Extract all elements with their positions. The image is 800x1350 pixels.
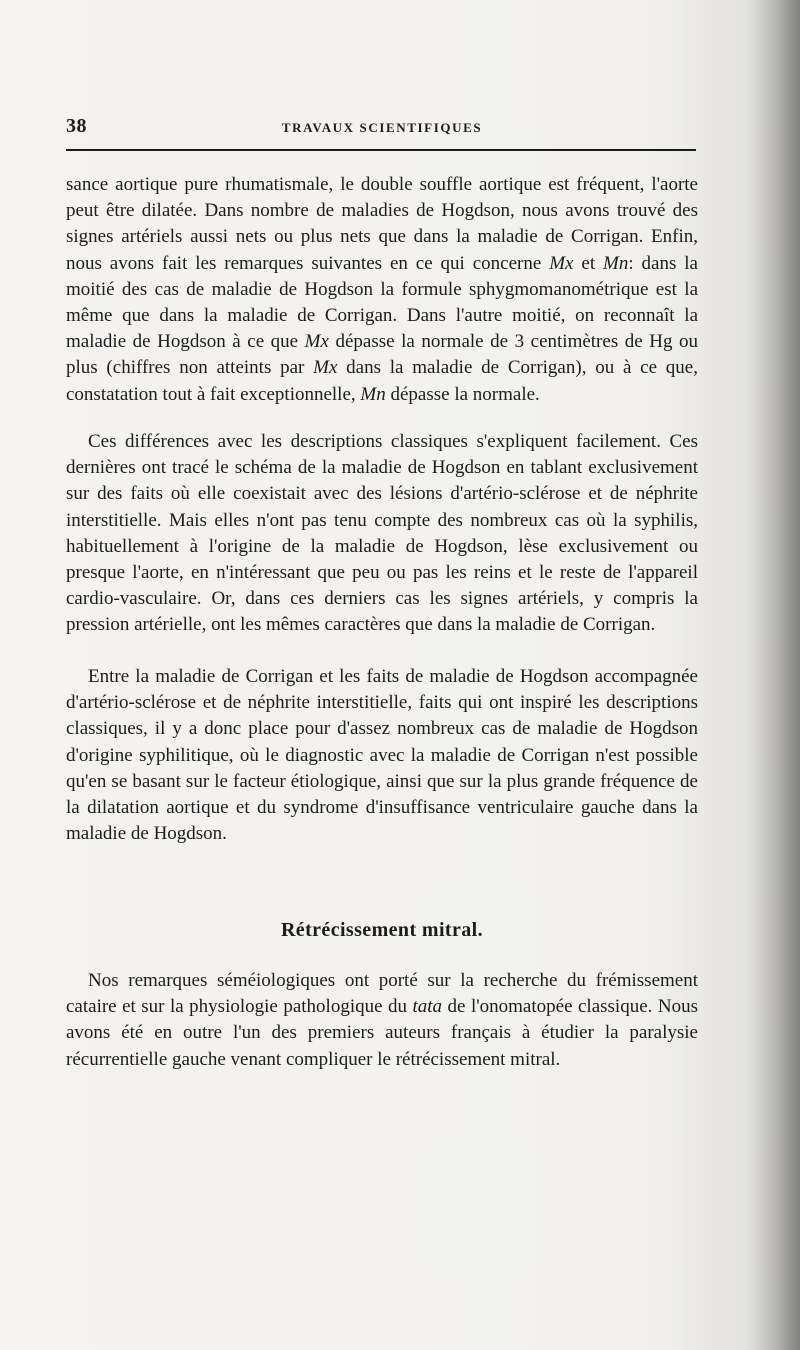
- paragraph-2: Ces différences avec les descriptions classiques s'expliquent facilement. Ces dernières ont tracé le schéma de la maladie de Hogdson en tablant exclusivement sur des faits où elle coexistait avec des lésions d'artério-sclérose et de néphrite interstitielle. Mais elles n'ont pas tenu compte des nombreux cas où la syphilis, habituellement à l'origine de la maladie de Hogdson, lèse exclusivement ou presque l'aorte, en n'intéressant que peu ou pas les reins et le reste de l'appareil cardio-vasculaire. Or, dans ces derniers cas les signes artériels, y compris la pression artérielle, ont les mêmes caractères que dans la maladie de Corrigan.: [66, 431, 698, 636]
- symbol-mx: Mx: [549, 252, 574, 274]
- text-run: dépasse la normale.: [385, 383, 540, 405]
- text-run: dans la maladie de Corrigan), ou à ce que, constatation tout à fait exceptionnelle,: [66, 357, 698, 405]
- paragraph-3: Entre la maladie de Corrigan et les faits de maladie de Hogdson accompagnée d'artério-sclérose et de néphrite interstitielle, faits qui ont inspiré les descriptions classiques, il y a donc place pour d'assez nombreux cas de maladie de Hogdson d'origine syphilitique, où le diagnostic avec la maladie de Corrigan n'est possible qu'en se basant sur le facteur étiologique, ainsi que sur la plus grande fréquence de la dilatation aortique et du syndrome d'insuffisance ventriculaire gauche dans la maladie de Hogdson.: [66, 666, 698, 845]
- page-header: [66, 113, 698, 143]
- text-run: sance aortique pure rhumatismale, le double souffle aortique est fréquent, l'aorte peut être dilatée. Dans nombre de maladies de Hogdson, nous avons trouvé des signes artériels aussi nets ou plus nets que dans la maladie de Corrigan. Enfin, nous avons fait les remarques suivantes en ce qui concerne: [66, 174, 698, 274]
- text-run: Nos remarques séméiologiques ont porté sur la recherche du frémissement cataire et sur la physiologie pathologique du: [66, 970, 698, 1018]
- symbol-mx: Mx: [313, 357, 338, 379]
- text-run: dépasse la normale de 3 centimètres de Hg ou plus (chiffres non atteints par: [66, 331, 698, 379]
- paragraph-1: [66, 172, 698, 408]
- running-head: TRAVAUX SCIENTIFIQUES: [281, 120, 483, 135]
- section-heading: Rétrécissement mitral.: [280, 919, 484, 941]
- text-run: et: [573, 252, 604, 274]
- italic-term: tata: [412, 996, 443, 1018]
- page-edge-shadow: [752, 0, 800, 1350]
- text-run: de l'onomatopée classique. Nous avons été en outre l'un des premiers auteurs français à étudier la paralysie récurrentielle gauche venant compliquer le rétrécissement mitral.: [66, 996, 698, 1070]
- symbol-mx: Mx: [304, 331, 329, 353]
- header-rule: [66, 149, 696, 151]
- paragraph-4: [66, 968, 698, 1073]
- page-number: 38: [66, 115, 87, 137]
- symbol-mn: Mn: [603, 252, 629, 274]
- symbol-mn: Mn: [360, 383, 386, 405]
- text-run: : dans la moitié des cas de maladie de Hogdson la formule sphygmomanométrique est la même que dans la maladie de Corrigan. Dans l'autre moitié, on reconnaît la maladie de Hogdson à ce que: [66, 252, 698, 353]
